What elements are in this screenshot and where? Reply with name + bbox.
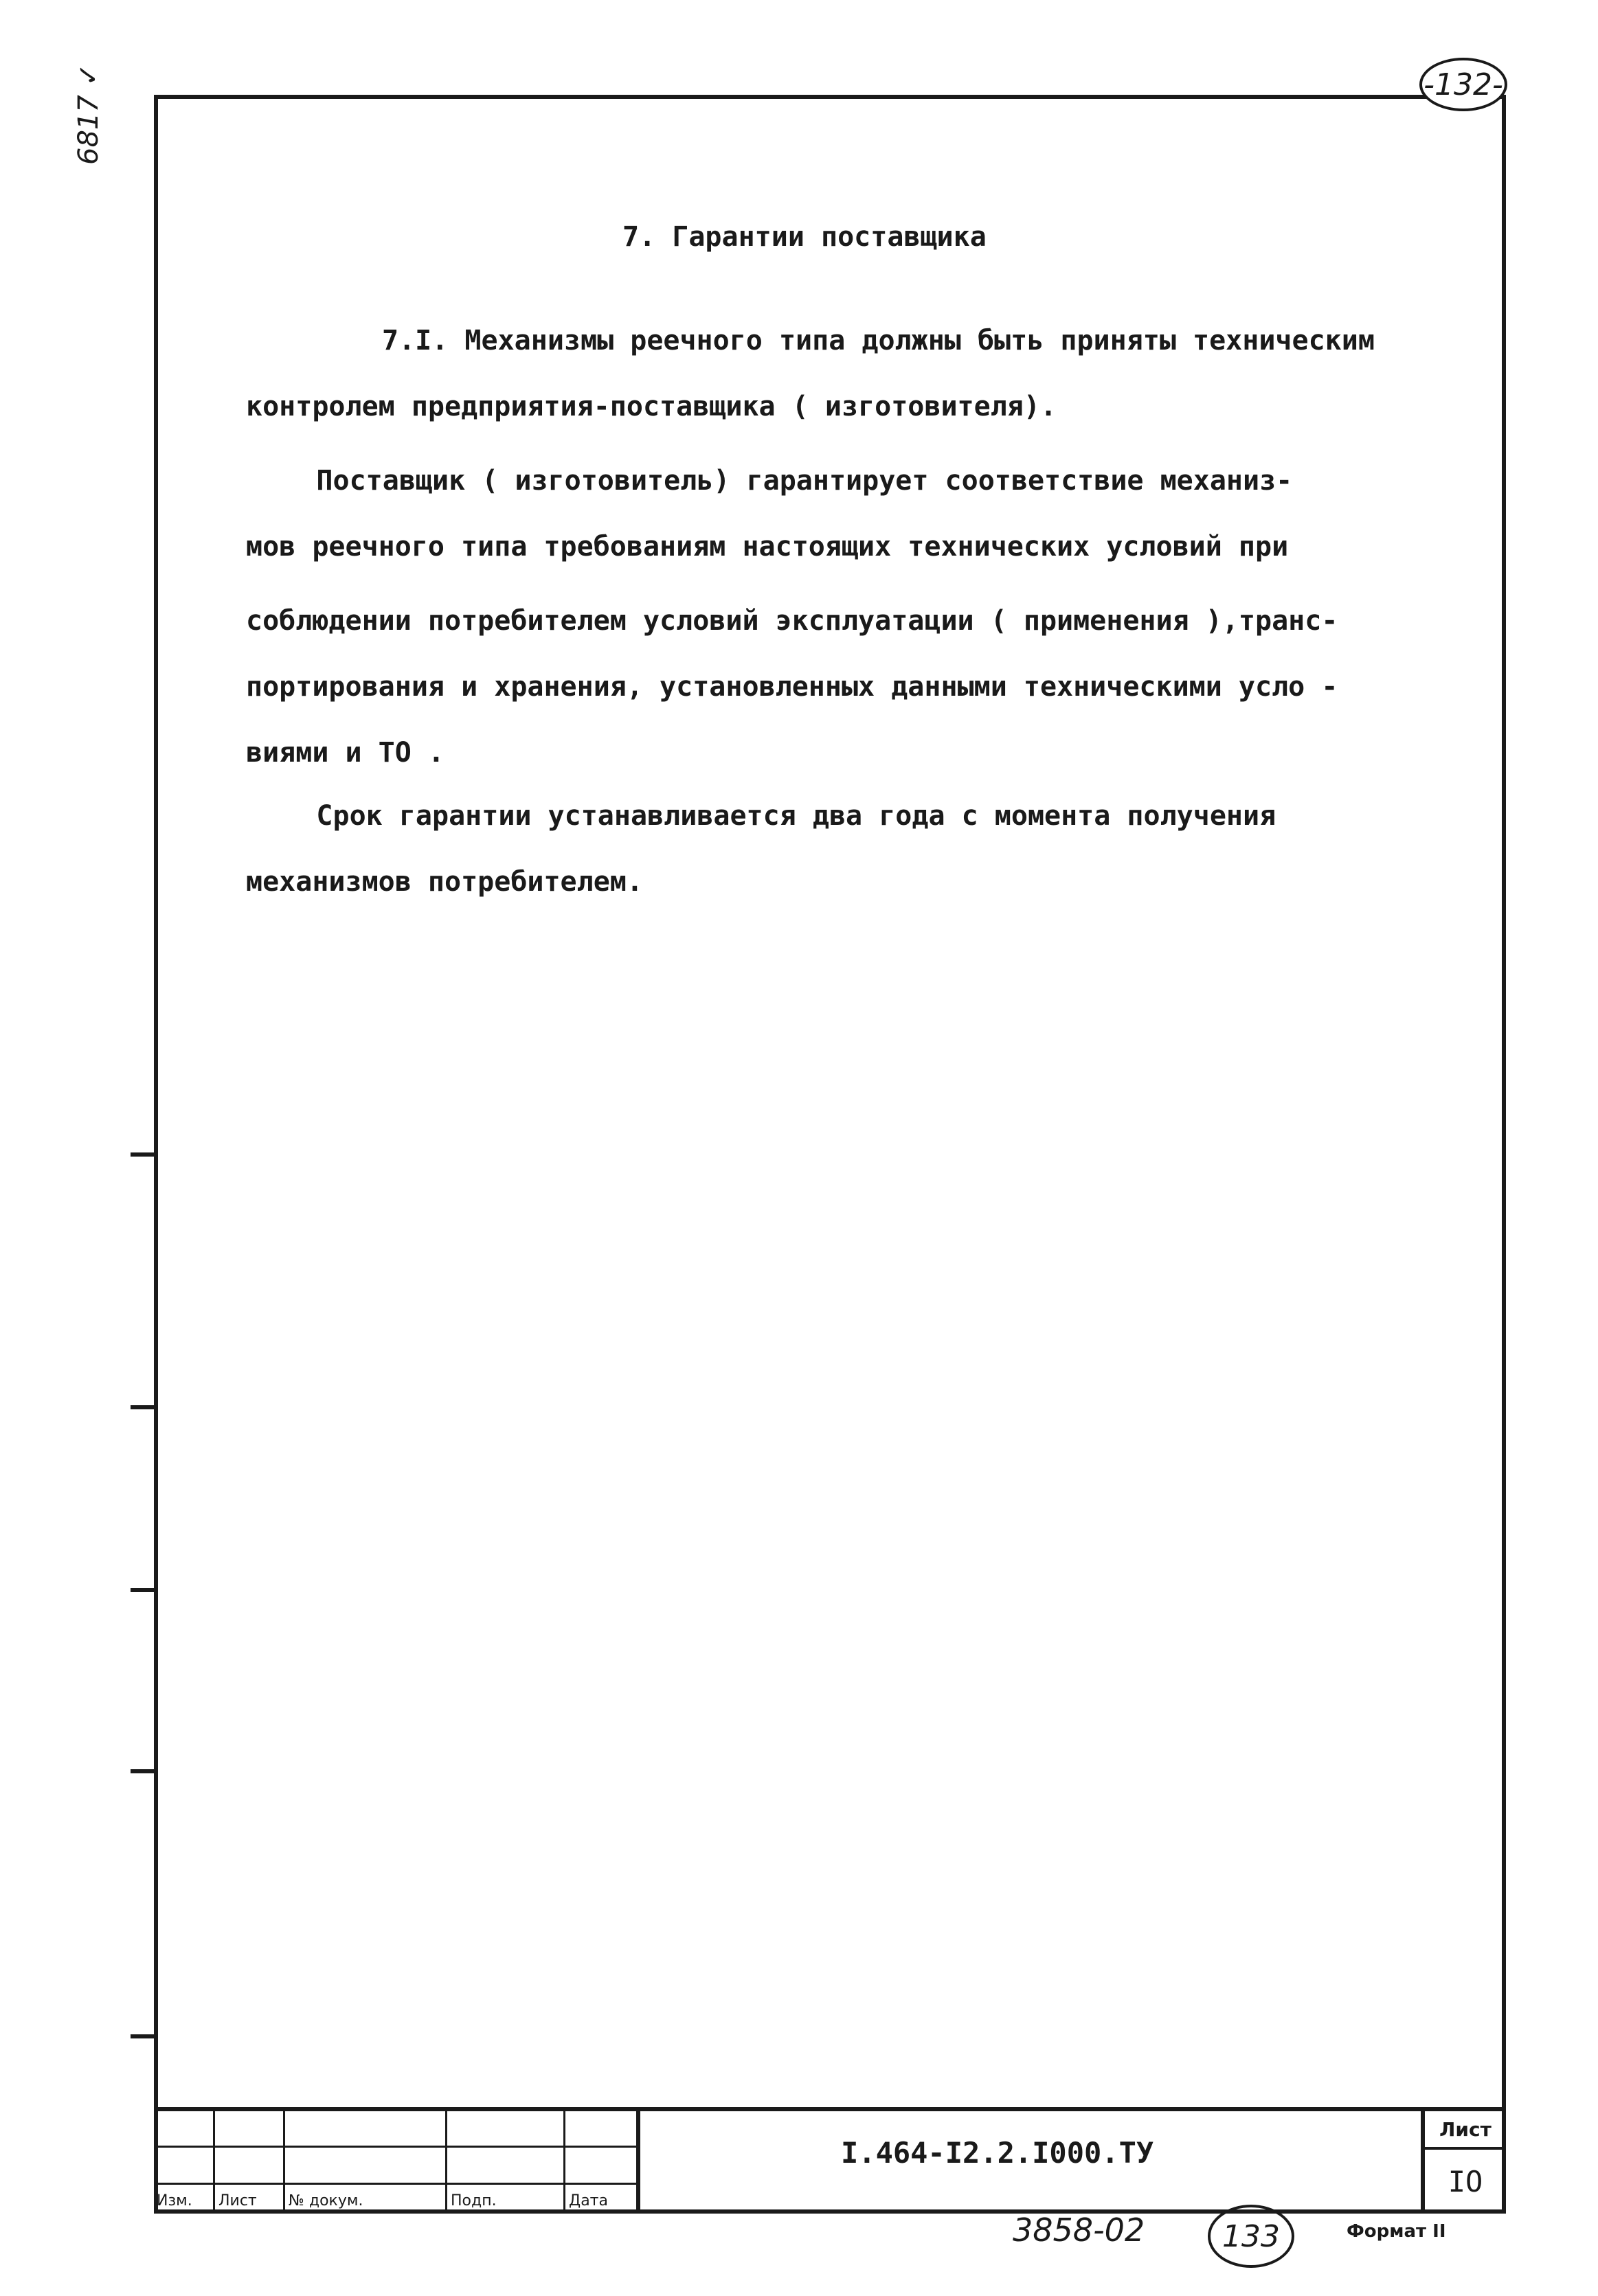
revision-grid: [154, 2111, 640, 2214]
paragraph-line: 7.I. Механизмы реечного типа должны быть приняты техническим: [382, 325, 1375, 356]
grid-line: [445, 2111, 447, 2214]
label-doc-number: № докум.: [289, 2192, 363, 2209]
paragraph-line: соблюдении потребителем условий эксплуатации ( применения ),транс-: [246, 605, 1338, 637]
paragraph-line: Поставщик ( изготовитель) гарантирует соответствие механиз-: [234, 465, 1293, 497]
margin-handwritten-note: 6817 ✓: [73, 62, 104, 165]
grid-line: [283, 2111, 285, 2214]
label-change: Изм.: [157, 2192, 192, 2209]
margin-tick: [131, 1405, 157, 1409]
sheet-number: IO: [1448, 2165, 1483, 2198]
label-date: Дата: [569, 2192, 608, 2209]
title-block: [154, 2107, 1506, 2214]
inventory-code: 3858-02: [1013, 2212, 1145, 2249]
margin-tick: [131, 2034, 157, 2038]
grid-line: [213, 2111, 215, 2214]
document-designation: I.464-I2.2.I000.ТУ: [841, 2136, 1154, 2170]
paragraph-line: механизмов потребителем.: [246, 866, 643, 898]
sheet-label: Лист: [1425, 2111, 1506, 2150]
margin-tick: [131, 1769, 157, 1773]
section-heading: 7. Гарантии поставщика: [622, 221, 987, 253]
sheet-box: [1421, 2111, 1506, 2214]
paragraph-line: виями и ТО .: [246, 737, 444, 769]
paragraph-line: Срок гарантии устанавливается два года с момента получения: [234, 800, 1276, 832]
label-signature: Подп.: [451, 2192, 497, 2209]
margin-tick: [131, 1588, 157, 1592]
circled-page-number: 133: [1208, 2205, 1294, 2268]
page-number-stamp: -132-: [1419, 58, 1507, 111]
paragraph-line: контролем предприятия-поставщика ( изготовителя).: [246, 391, 1057, 422]
paragraph-line: портирования и хранения, установленных данными техническими усло -: [246, 671, 1338, 703]
label-sheet: Лист: [218, 2192, 257, 2209]
paragraph-line: мов реечного типа требованиям настоящих технических условий при: [246, 531, 1289, 562]
margin-tick: [131, 1152, 157, 1157]
grid-line: [563, 2111, 565, 2214]
paper-format: Формат II: [1347, 2221, 1446, 2242]
